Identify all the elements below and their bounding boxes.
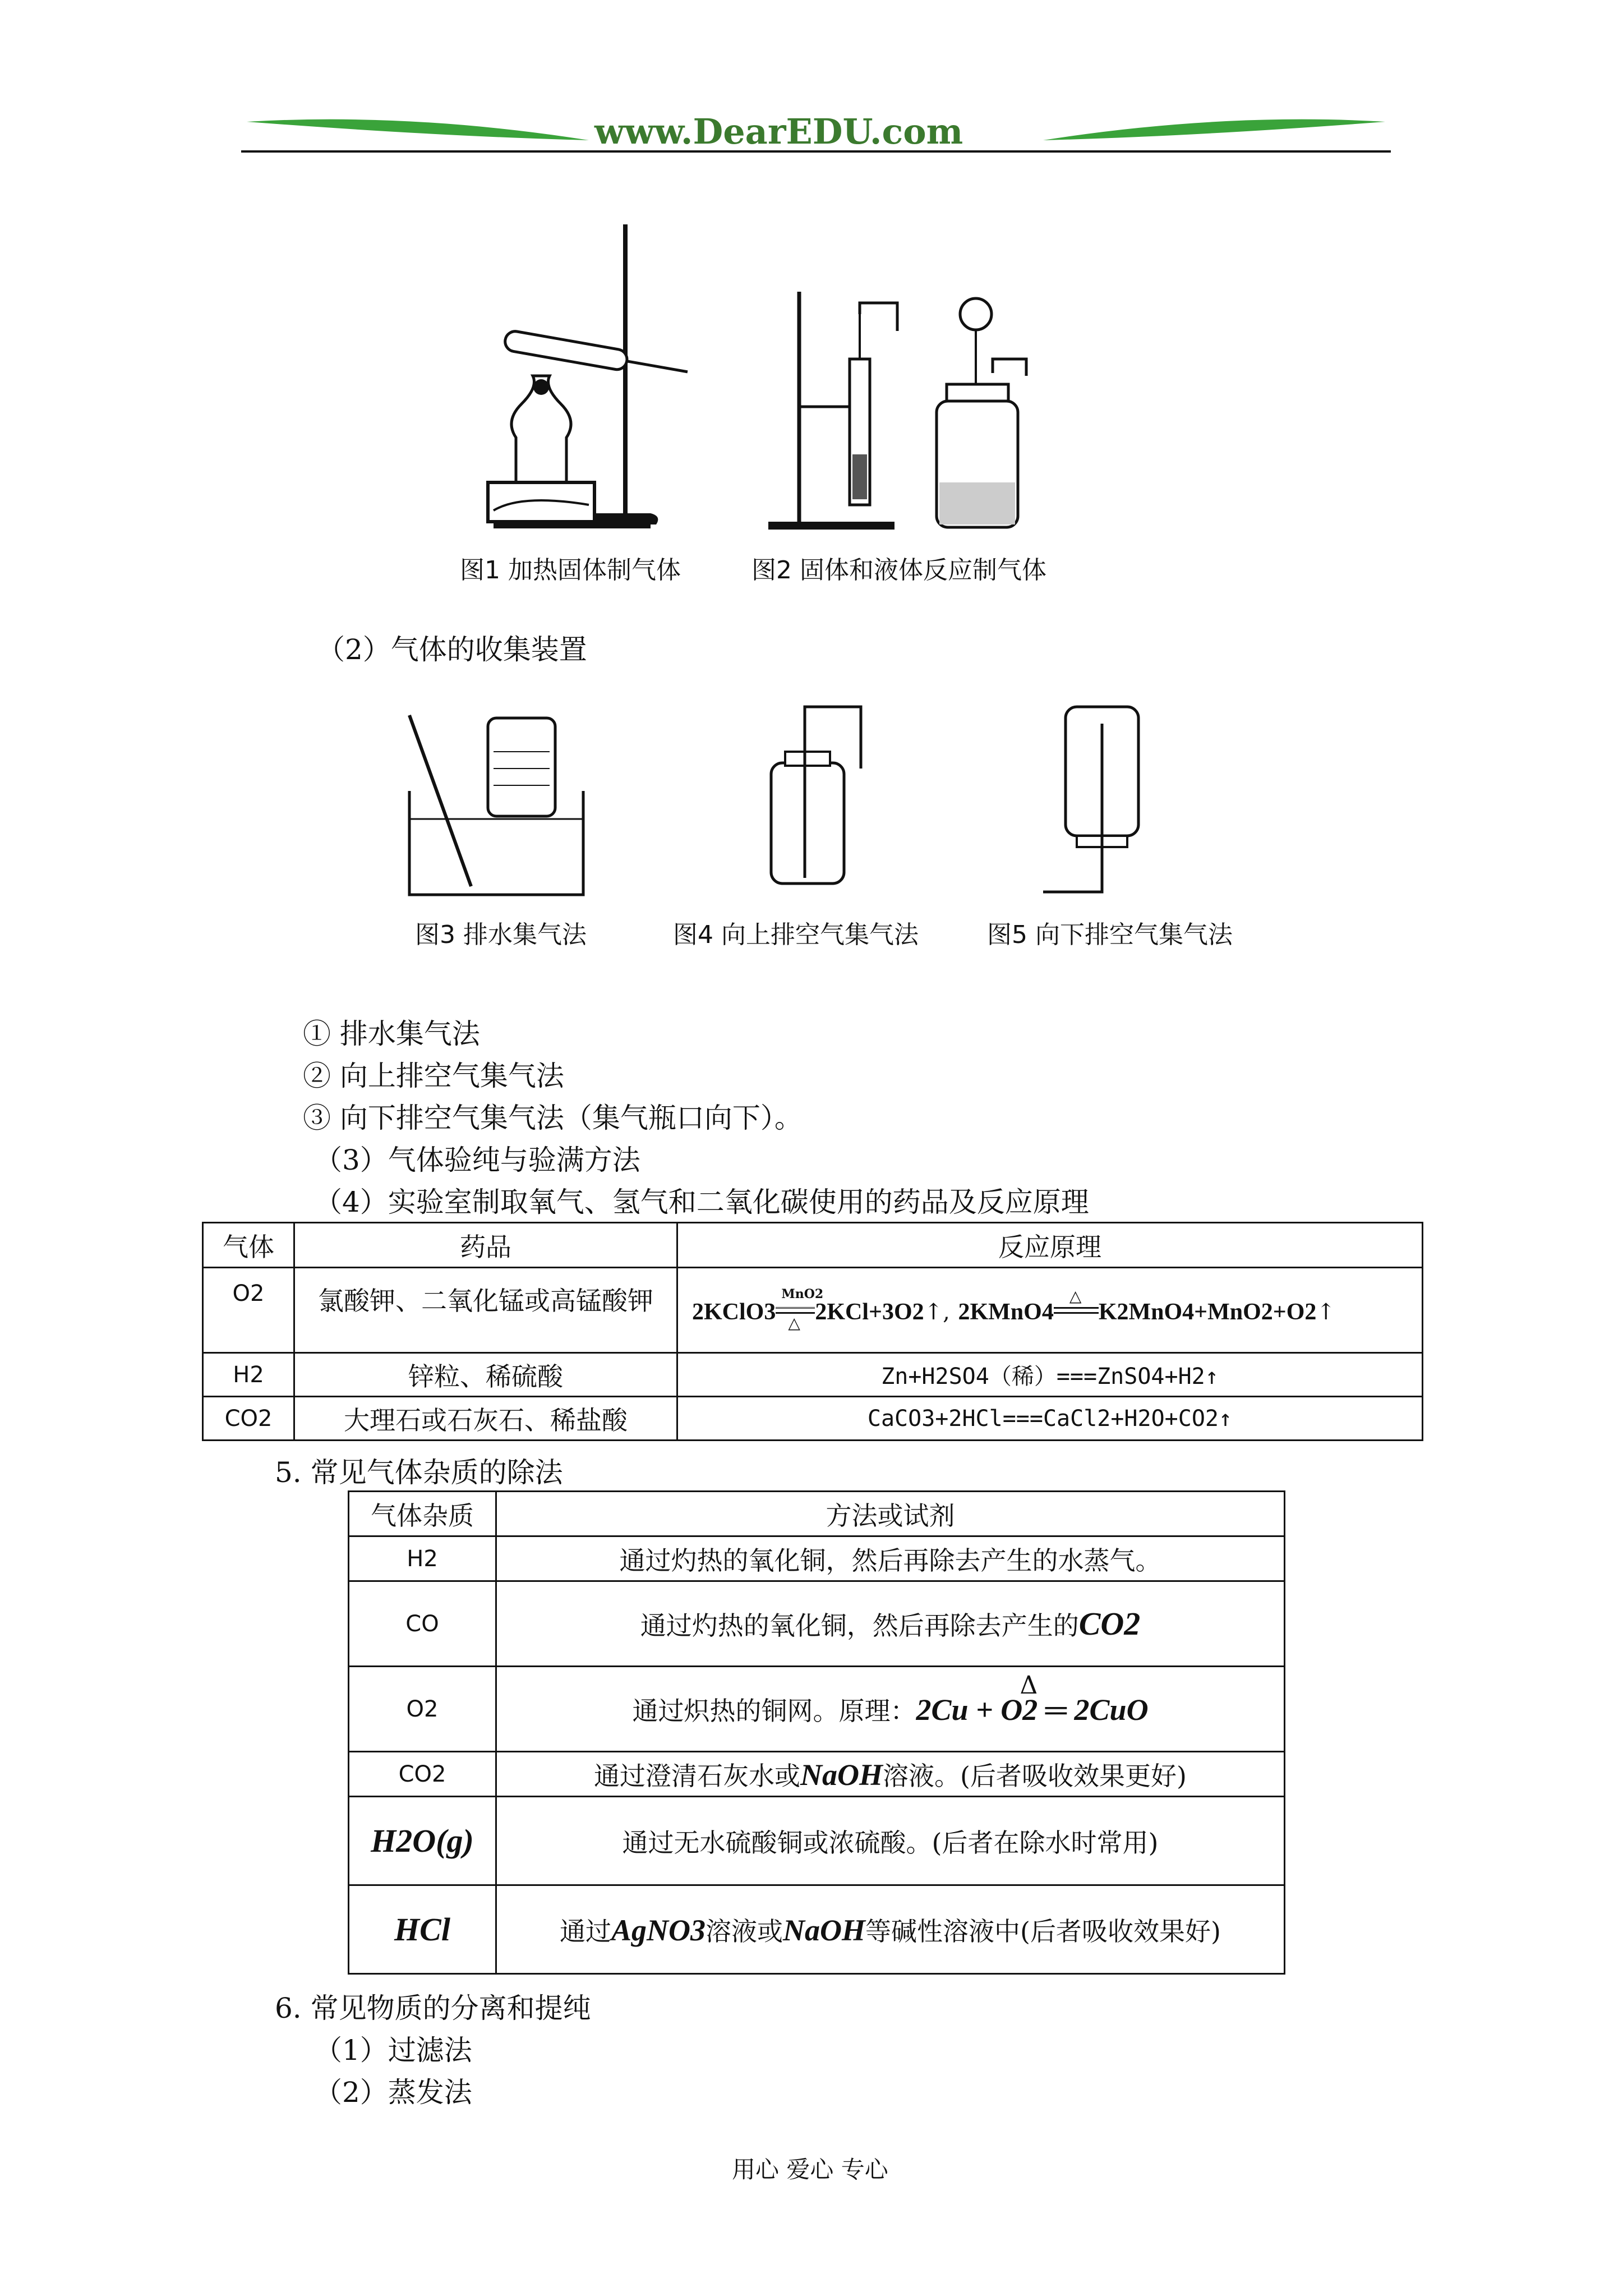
table-row — [349, 1536, 1285, 1581]
reaction-condition — [776, 1286, 824, 1332]
gas-arrow-icon: ↑ — [1205, 1364, 1219, 1389]
list-item: ③ 向下排空气集气法（集气瓶口向下）。 — [303, 1102, 803, 1134]
equation-part: 2KClO3 — [692, 1299, 776, 1325]
table-header: 气体 — [203, 1223, 294, 1268]
table-row — [349, 1797, 1285, 1885]
catalyst-label: MnO2 — [781, 1286, 824, 1301]
method-cell — [496, 1667, 1285, 1752]
drug-cell: 氯酸钾、二氧化锰或高锰酸钾 — [294, 1268, 677, 1353]
gas-cell: H2 — [203, 1353, 294, 1397]
gas-cell: O2 — [203, 1268, 294, 1353]
table-row — [203, 1268, 1423, 1353]
table-row — [349, 1885, 1285, 1974]
table-row — [349, 1581, 1285, 1667]
heat-label: △ — [788, 1313, 800, 1332]
method-text: 通过炽热的铜网。原理： — [632, 1695, 916, 1726]
list-item: （1）过滤法 — [314, 2034, 472, 2067]
caption-fig1: 图1 加热固体制气体 — [460, 556, 681, 585]
list-item: （4）实验室制取氧气、氢气和二氧化碳使用的药品及反应原理 — [314, 1186, 1089, 1218]
gas-cell: HCl — [349, 1885, 496, 1974]
gas-cell: CO2 — [349, 1752, 496, 1797]
gas-arrow-icon: ↑ — [1219, 1405, 1233, 1432]
reagents-table — [202, 1222, 1423, 1441]
caption-fig5: 图5 向下排空气集气法 — [987, 921, 1233, 949]
formula: CO2 — [1078, 1605, 1141, 1642]
gas-cell: CO2 — [203, 1397, 294, 1441]
table-row — [349, 1752, 1285, 1797]
list-item: ② 向上排空气集气法 — [303, 1060, 564, 1092]
footer: 用心 爱心 专心 — [732, 2156, 888, 2183]
method-cell: 通过无水硫酸铜或浓硫酸。(后者在除水时常用) — [496, 1797, 1285, 1885]
section6-title: 6. 常见物质的分离和提纯 — [275, 1992, 591, 2024]
method-cell — [496, 1752, 1285, 1797]
equation-part: 2KMnO4 — [958, 1299, 1054, 1325]
method-text: 通过 — [560, 1916, 612, 1947]
site-logo: www.DearEDU.com — [594, 111, 963, 152]
gas-cell: H2O(g) — [349, 1797, 496, 1885]
list-item: （2）蒸发法 — [314, 2076, 472, 2109]
equation-part: K2MnO4+MnO2+O2 — [1098, 1299, 1317, 1325]
section5-title: 5. 常见气体杂质的除法 — [275, 1456, 563, 1489]
reaction-cell: 2KClO3 MnO2 △ 2KCl+3O2↑, 2KMnO4 △ K2MnO4+MnO2+O2↑ — [677, 1268, 1423, 1353]
gas-cell: H2 — [349, 1536, 496, 1581]
impurity-table — [348, 1490, 1285, 1975]
figure-collection — [404, 701, 1155, 914]
caption-fig3: 图3 排水集气法 — [415, 921, 587, 949]
heat-label: △ — [1069, 1286, 1082, 1305]
method-text: 溶液。(后者吸收效果更好) — [883, 1760, 1187, 1791]
table-row — [203, 1353, 1423, 1397]
method-cell — [496, 1581, 1285, 1667]
section2-title: （2）气体的收集装置 — [317, 633, 587, 666]
table-header: 药品 — [294, 1223, 677, 1268]
caption-fig4: 图4 向上排空气集气法 — [673, 921, 919, 949]
equation-text: CaCO3+2HCl===CaCl2+H2O+CO2 — [867, 1405, 1219, 1432]
equation — [916, 1671, 1149, 1727]
list-item: ① 排水集气法 — [303, 1018, 480, 1050]
caption-fig2: 图2 固体和液体反应制气体 — [751, 556, 1046, 585]
reaction-cell — [677, 1353, 1423, 1397]
method-text: 通过澄清石灰水或 — [594, 1760, 801, 1791]
formula: NaOH — [783, 1913, 866, 1947]
heat-label: Δ — [1020, 1671, 1038, 1700]
table-header: 反应原理 — [677, 1223, 1423, 1268]
formula: NaOH — [800, 1757, 883, 1792]
drug-cell: 锌粒、稀硫酸 — [294, 1353, 677, 1397]
method-cell — [496, 1885, 1285, 1974]
gas-arrow-icon: ↑ — [1316, 1299, 1335, 1325]
method-text: 通过灼热的氧化铜，然后再除去产生的 — [640, 1611, 1079, 1641]
gas-cell: CO — [349, 1581, 496, 1667]
equation-part: 2KCl+3O2 — [815, 1299, 924, 1325]
gas-arrow-icon: ↑ — [924, 1299, 943, 1325]
drug-cell: 大理石或石灰石、稀盐酸 — [294, 1397, 677, 1441]
table-header: 气体杂质 — [349, 1492, 496, 1536]
method-text: 溶液或 — [706, 1916, 783, 1947]
table-row — [203, 1397, 1423, 1441]
list-item: （3）气体验纯与验满方法 — [314, 1144, 640, 1176]
reaction-cell — [677, 1397, 1423, 1441]
table-header: 方法或试剂 — [496, 1492, 1285, 1536]
method-text: 等碱性溶液中(后者吸收效果好) — [865, 1916, 1221, 1947]
formula: 2Cu + O2 ═ 2CuO — [916, 1692, 1149, 1727]
method-cell: 通过灼热的氧化铜，然后再除去产生的水蒸气。 — [496, 1536, 1285, 1581]
reaction-condition — [1054, 1286, 1099, 1324]
formula: AgNO3 — [611, 1913, 706, 1947]
figure-apparatus-top — [477, 219, 1122, 544]
gas-cell: O2 — [349, 1667, 496, 1752]
equation-text: Zn+H2SO4（稀）===ZnSO4+H2 — [881, 1364, 1205, 1389]
table-row — [349, 1667, 1285, 1752]
